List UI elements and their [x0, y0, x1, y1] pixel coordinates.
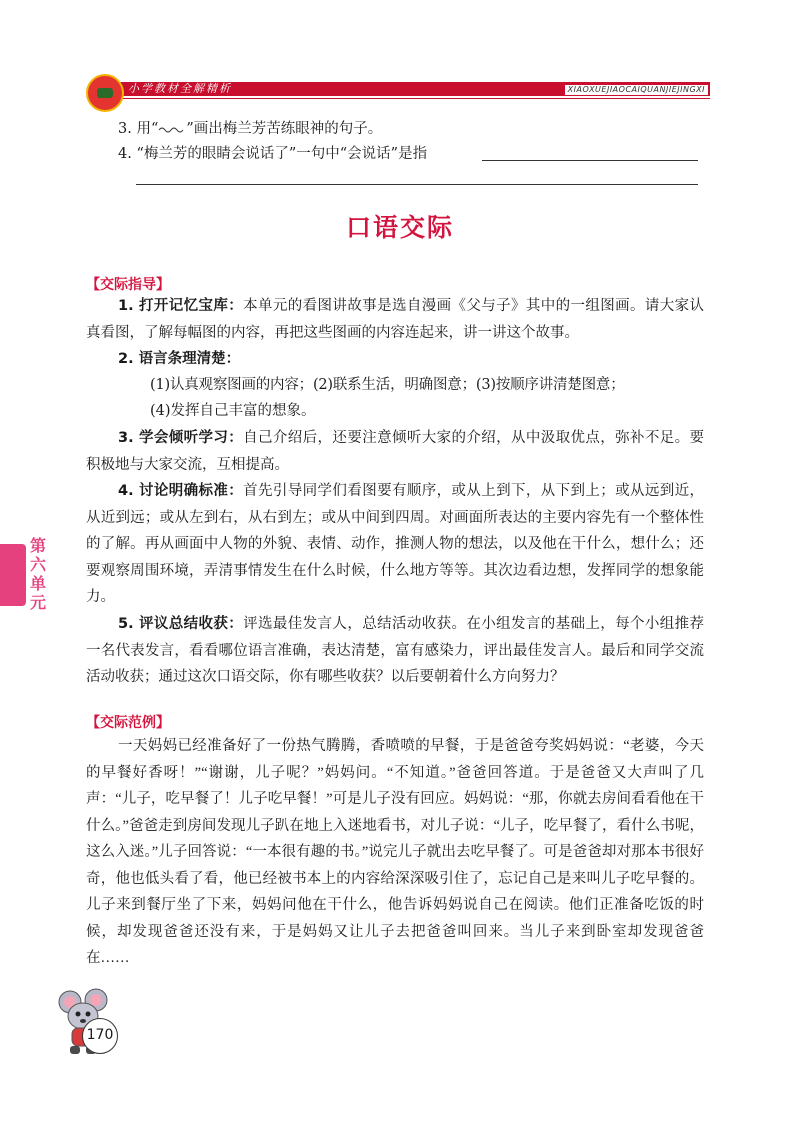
guide-p5-head: 5. 评议总结收获：: [118, 616, 244, 632]
logo-emblem-icon: [97, 88, 113, 98]
guide-paragraph-1: [86, 293, 704, 346]
section-title: 口语交际: [345, 213, 454, 242]
guide-p3-body: 自己介绍后，还要注意倾听大家的介绍，从中汲取优点，弥补不足。要积极地与大家交流，互相提高。: [86, 430, 704, 473]
answer-line-2: [136, 184, 698, 185]
guide-p2-head: 2. 语言条理清楚：: [118, 351, 241, 367]
guide-p2-line-1: (1)认真观察图画的内容；(2)联系生活，明确图意；(3)按顺序讲清楚图意；: [150, 377, 625, 393]
example-text: 一天妈妈已经准备好了一份热气腾腾，香喷喷的早餐，于是爸爸夸奖妈妈说：“老婆，今天的早餐好香呀！”“谢谢，儿子呢？”妈妈问。“不知道。”爸爸回答道。于是爸爸又大声叫了几声：“儿子，吃早餐了！儿子吃早餐！”可是儿子没有回应。妈妈说：“那，你就去房间看看他在干什么。”爸爸走到房间发现儿子趴在地上入迷地看书，对儿子说：“儿子，吃早餐了，看什么书呢，这么入迷。”儿子回答说：“一本很有趣的书。”说完儿子就出去吃早餐了。可是爸爸却对那本书很好奇，他也低头看了看，他已经被书本上的内容给深深吸引住了，忘记自己是来叫儿子吃早餐的。儿子来到餐厅坐了下来，妈妈问他在干什么，他告诉妈妈说自己在阅读。他们正准备吃饭的时候，却发现爸爸还没有来，于是妈妈又让儿子去把爸爸叫回来。当儿子来到卧室却发现爸爸在……: [86, 738, 704, 966]
example-heading: 【交际范例】: [86, 715, 170, 731]
guide-paragraph-5: [86, 611, 704, 691]
question-3-suffix: ”画出梅兰芳苦练眼神的句子。: [186, 121, 383, 137]
series-pinyin: XIAOXUEJIAOCAIQUANJIEJINGXI: [565, 85, 708, 95]
guide-p3-head: 3. 学会倾听学习：: [118, 430, 244, 446]
question-3: [118, 118, 382, 140]
answer-line-1: [482, 160, 698, 161]
guide-p2-line-2: (4)发挥自己丰富的想象。: [150, 403, 316, 419]
unit-side-tab: [0, 544, 26, 606]
wavy-line-icon: [158, 125, 186, 135]
guide-paragraph-2: [118, 346, 708, 373]
guide-p4-head: 4. 讨论明确标准：: [118, 483, 244, 499]
guide-p5-body: 评选最佳发言人，总结活动收获。在小组发言的基础上，每个小组推荐一名代表发言，看看哪位语言准确，表达清楚，富有感染力，评出最佳发言人。最后和同学交流活动收获；通过这次口语交际，你有哪些收获？以后要朝着什么方向努力？: [86, 616, 704, 685]
header-rule: [110, 98, 710, 99]
question-3-prefix: 3. 用“: [118, 121, 159, 137]
guide-paragraph-4: [86, 478, 704, 611]
guide-p1-head: 1. 打开记忆宝库：: [118, 298, 244, 314]
page-number: 170: [82, 1018, 118, 1054]
series-title: 小学教材全解精析: [128, 82, 232, 95]
guide-p4-body: 首先引导同学们看图要有顺序，或从上到下，从下到上；或从远到近，从近到远；或从左到右，从右到左；或从中间到四周。对画面所表达的主要内容先有一个整体性的了解。再从画面中人物的外貌、表情、动作，推测人物的想法，以及他在干什么，想什么；还要观察周围环境，弄清事情发生在什么时候，什么地方等等。其次边看边想，发挥同学的想象能力。: [86, 483, 704, 605]
unit-label: 第六单元: [30, 536, 47, 612]
guide-p1-body: 本单元的看图讲故事是选自漫画《父与子》其中的一组图画。请大家认真看图，了解每幅图的内容，再把这些图画的内容连起来，讲一讲这个故事。: [86, 298, 704, 341]
guide-heading: 【交际指导】: [86, 277, 170, 293]
series-logo: [86, 74, 124, 112]
question-4: 4. “梅兰芳的眼睛会说话了”一句中“会说话”是指: [118, 146, 428, 162]
guide-paragraph-3: [86, 425, 704, 478]
